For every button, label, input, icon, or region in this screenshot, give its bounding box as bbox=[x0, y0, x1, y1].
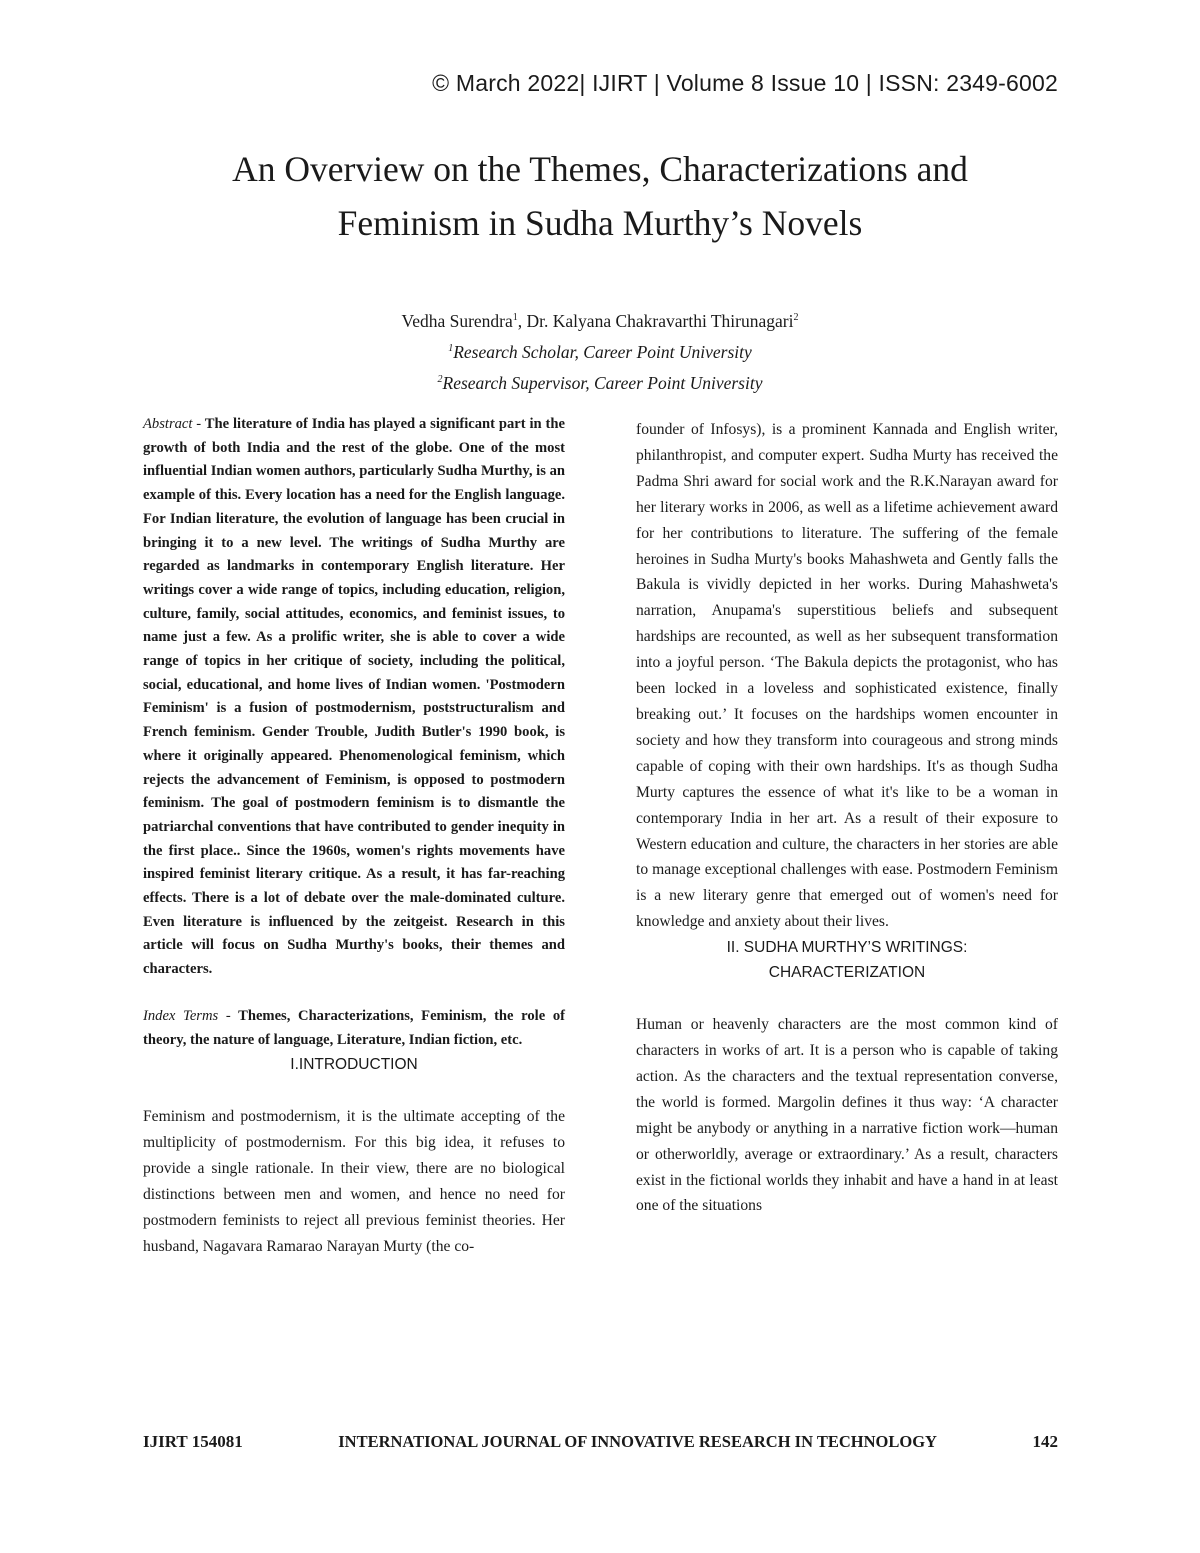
footer-page-number: 142 bbox=[1032, 1432, 1058, 1451]
paper-title-line-1: An Overview on the Themes, Characterizations and bbox=[232, 149, 968, 189]
author-block bbox=[100, 304, 1100, 396]
author-1-mark: 1 bbox=[512, 312, 518, 323]
introduction-continued-paragraph: founder of Infosys), is a prominent Kannada and English writer, philanthropist, and computer expert. Sudha Murty has received the Padma Shri award for social work and the R.K.Narayan award for her literary works in 2006, as well as a lifetime achievement award for her contributions to literature. The suffering of the female heroines in Sudha Murty's books Mahashweta and Gently falls the Bakula is vividly depicted in her works. During Mahashweta's narration, Anupama's superstitious beliefs and subsequent hardships are recounted, as well as her subsequent transformation into a joyful person. ‘The Bakula depicts the protagonist, who has been locked in a loveless and sophisticated existence, finally breaking out.’ It focuses on the hardships women encounter in society and how they transform into courageous and strong minds capable of coping with their own hardships. It's as though Sudha Murty captures the essence of what it's like to be a woman in contemporary India in her art. As a result of their exposure to Western education and culture, the characters in her stories are able to manage exceptional challenges with ease. Postmodern Feminism is a new literary genre that emerged out of women's need for knowledge and anxiety about their lives. bbox=[636, 421, 1058, 931]
index-terms bbox=[143, 1005, 565, 1052]
affiliation-2-mark: 2 bbox=[437, 373, 443, 385]
abstract-text: The literature of India has played a significant part in the growth of both India and the rest of the globe. One of the most influential Indian women authors, particularly Sudha Murthy, is an example of this. Every location has a need for the English language. For Indian literature, the evolution of language has been crucial in bringing it to a new level. The writings of Sudha Murthy are regarded as landmarks in contemporary English literature. Her writings cover a wide range of topics, including education, religion, culture, family, social attitudes, economics, and feminist issues, to name just a few. As a prolific writer, she is able to cover a wide range of topics in her critique of society, including the political, social, educational, and home lives of Indian women. 'Postmodern Feminism' is a fusion of postmodernism, poststructuralism and French feminism. Gender Trouble, Judith Butler's 1990 book, is where it originally appeared. Phenomenological feminism, which rejects the advancement of Feminism, is opposed to postmodern feminism. The goal of postmodern feminism is to dismantle the patriarchal conventions that have contributed to gender inequity in the first place.. Since the 1960s, women's rights movements have inspired feminist literary critique. As a result, it has far-reaching effects. There is a lot of debate over the male-dominated culture. Even literature is influenced by the zeitgeist. Research in this article will focus on Sudha Murthy's books, their themes and characters. bbox=[143, 416, 565, 978]
affiliation-2-text: Research Supervisor, Career Point University bbox=[442, 372, 763, 393]
paper-title-line-2: Feminism in Sudha Murthy’s Novels bbox=[337, 203, 863, 243]
abstract bbox=[143, 413, 565, 982]
section-2-heading-line-1: II. SUDHA MURTHY’S WRITINGS: bbox=[726, 939, 968, 957]
author-list bbox=[100, 304, 1100, 335]
left-column bbox=[143, 413, 565, 1260]
footer-journal-name: INTERNATIONAL JOURNAL OF INNOVATIVE RESEARCH IN TECHNOLOGY bbox=[338, 1432, 937, 1451]
journal-citation-header: © March 2022| IJIRT | Volume 8 Issue 10 | ISSN: 2349-6002 bbox=[432, 70, 1058, 96]
author-1: Vedha Surendra bbox=[401, 310, 513, 331]
affiliation-1-text: Research Scholar, Career Point University bbox=[453, 341, 752, 362]
paper-title bbox=[100, 142, 1100, 250]
introduction-paragraph: Feminism and postmodernism, it is the ultimate accepting of the multiplicity of postmodernism. For this big idea, it refuses to provide a single rationale. In their view, there are no biological distinctions between men and women, and hence no need for postmodern feminists to reject all previous feminist theories. Her husband, Nagavara Ramarao Narayan Murty (the co- bbox=[143, 1108, 565, 1255]
author-separator: , bbox=[517, 310, 527, 331]
affiliation-1 bbox=[100, 335, 1100, 366]
section-2-paragraph: Human or heavenly characters are the most common kind of characters in works of art. It is a person who is capable of taking action. As the characters and the textual representation converse, the world is formed. Margolin defines it thus way: ‘A character might be anybody or anything in a narrative fiction work—human or otherworldly, average or extraordinary.’ As a result, characters exist in the fictional worlds they inhabit and have a hand in at least one of the situations bbox=[636, 1016, 1058, 1215]
introduction-heading: I.INTRODUCTION bbox=[290, 1056, 418, 1074]
right-column bbox=[636, 417, 1058, 1219]
section-2-heading-line-2: CHARACTERIZATION bbox=[768, 964, 926, 982]
index-terms-text: Themes, Characterizations, Feminism, the role of theory, the nature of language, Literature, Indian fiction, etc. bbox=[143, 1007, 566, 1048]
affiliation-2 bbox=[100, 366, 1100, 397]
index-terms-label: Index Terms - bbox=[143, 1007, 231, 1024]
author-2: Dr. Kalyana Chakravarthi Thirunagari bbox=[526, 310, 794, 331]
affiliation-1-mark: 1 bbox=[448, 342, 454, 354]
author-2-mark: 2 bbox=[793, 312, 799, 323]
abstract-label: Abstract - bbox=[143, 416, 202, 432]
page-footer bbox=[143, 1432, 1058, 1452]
footer-paper-id: IJIRT 154081 bbox=[143, 1432, 243, 1451]
